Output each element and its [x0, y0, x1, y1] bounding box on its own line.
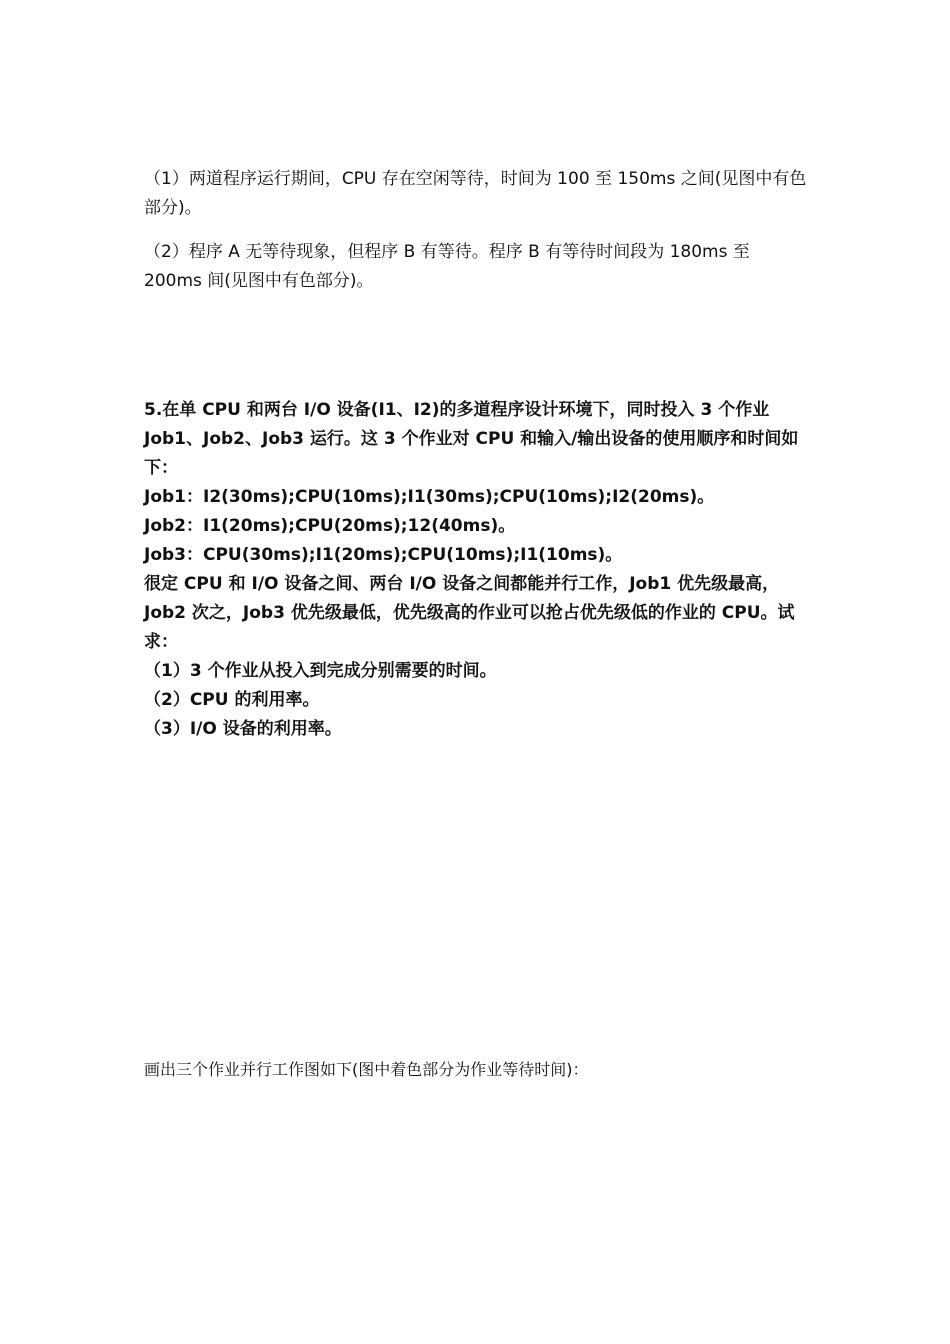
answer-item-1: （1）两道程序运行期间，CPU 存在空闲等待，时间为 100 至 150ms 之间(见图中有色部分)。 [144, 169, 807, 218]
job3-spec: Job3：CPU(30ms);I1(20ms);CPU(10ms);I1(10ms)。 [144, 545, 623, 565]
answer-item-2: （2）程序 A 无等待现象，但程序 B 有等待。程序 B 有等待时间段为 180ms 至 200ms 间(见图中有色部分)。 [144, 242, 750, 291]
job2-spec: Job2：I1(20ms);CPU(20ms);12(40ms)。 [144, 516, 516, 536]
question-assumption: 很定 CPU 和 I/O 设备之间、两台 I/O 设备之间都能并行工作，Job1 优先级最高，Job2 次之，Job3 优先级最低，优先级高的作业可以抢占优先级低的作业的 CPU。试求： [144, 574, 795, 652]
figure-caption: 画出三个作业并行工作图如下(图中着色部分为作业等待时间)： [144, 1060, 589, 1079]
question-5 [144, 396, 816, 744]
question-intro: 5.在单 CPU 和两台 I/O 设备(I1、I2)的多道程序设计环境下，同时投入 3 个作业 Job1、Job2、Job3 运行。这 3 个作业对 CPU 和输入/输出设备的使用顺序和时间如下： [144, 400, 799, 478]
sub-question-2: （2）CPU 的利用率。 [144, 690, 320, 710]
sub-question-1: （1）3 个作业从投入到完成分别需要的时间。 [144, 661, 497, 681]
job1-spec: Job1：I2(30ms);CPU(10ms);I1(30ms);CPU(10ms);I2(20ms)。 [144, 487, 715, 507]
sub-question-3: （3）I/O 设备的利用率。 [144, 719, 342, 739]
